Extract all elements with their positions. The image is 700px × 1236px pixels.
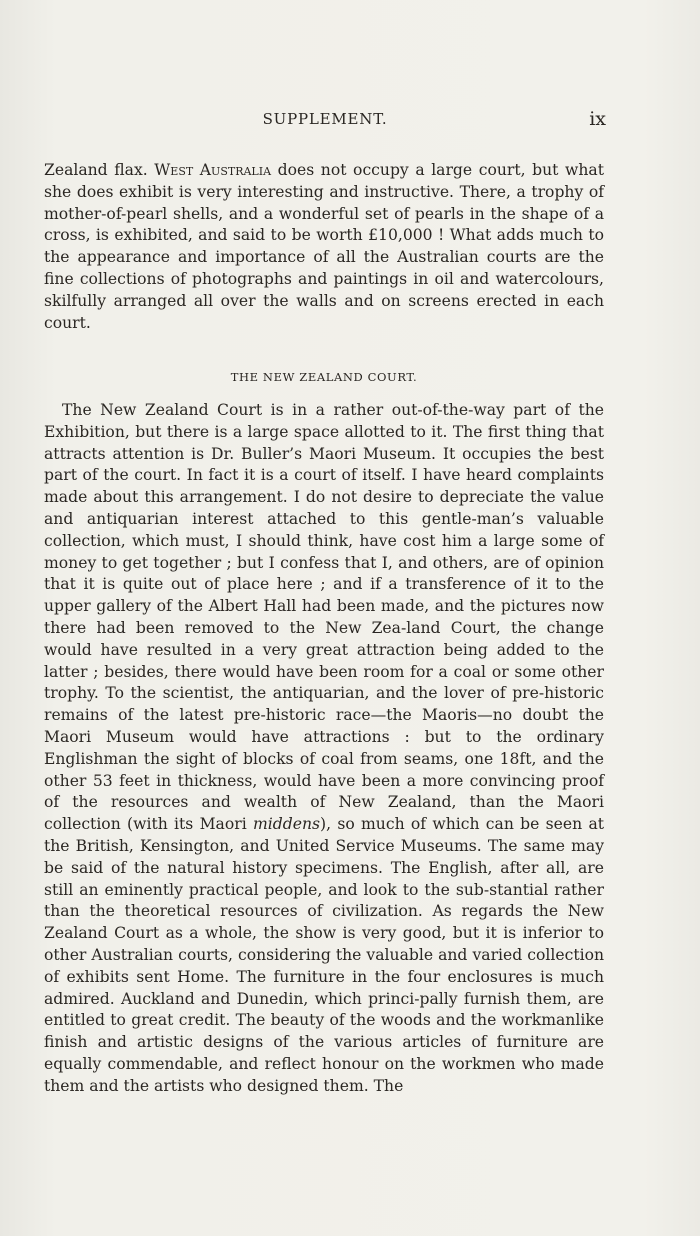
para2-italic: middens	[252, 815, 320, 834]
page-header	[44, 108, 606, 132]
para2-text-end: ), so much of which can be seen at the British, Kensington, and United Service Museums. The same may be said of the natural history specimens. The English, after all, are still an eminently practical people, and look to the sub-stantial rather than the theoretical resources of civilization. As regards the New Zealand Court as a whole, the show is very good, but it is inferior to other Australian courts, considering the valuable and varied collection of exhibits sent Home. The furniture in the four enclosures is much admired. Auckland and Dunedin, which princi-pally furnish them, are entitled to great credit. The beauty of the woods and the workmanlike finish and artistic designs of the various articles of furniture are equally commendable, and reflect honour on the workmen who made them and the artists who designed them. The	[44, 815, 605, 1095]
para1-smallcaps: West Australia	[154, 161, 272, 179]
para2-text-start: The New Zealand Court is in a rather out-of-the-way part of the Exhibition, but there is a large space allotted to it. The first thing that attracts attention is Dr. Buller’s Maori Museum. It occupies the best part of the court. In fact it is a court of itself. I have heard complaints made about this arrangement. I do not desire to depreciate the value and antiquarian interest attached to this gentle-man’s valuable collection, which must, I should think, have cost him a large some of money to get together ; but I confess that I, and others, are of opinion that it is quite out of place here ; and if a transference of it to the upper gallery of the Albert Hall had been made, and the pictures now there had been removed to the New Zea-land Court, the change would have resulted in a very great attraction being added to the latter ; besides, there would have been room for a coal or some other trophy. To the scientist, the antiquarian, and the lover of pre-historic remains of the latest pre-historic race—the Maoris—no doubt the Maori Museum would have attractions : but to the ordinary Englishman the sight of blocks of coal from seams, one 18ft, and the other 53 feet in thickness, would have been a more convincing proof of the resources and wealth of New Zealand, than the Maori collection (with its Maori	[44, 401, 604, 834]
page-number: ix	[589, 108, 606, 130]
paragraph-new-zealand-court	[44, 400, 604, 1098]
section-heading: THE NEW ZEALAND COURT.	[230, 370, 418, 384]
para1-text-end: does not occupy a large court, but what she does exhibit is very interesting and instructive. There, a trophy of mother-of-pearl shells, and a wonderful set of pearls in the shape of a cross, is exhibited, and said to be worth £10,000 ! What adds much to the appearance and importance of all the Australian courts are the fine collections of photographs and paintings in oil and watercolours, skilfully arranged all over the walls and on screens erected in each court.	[44, 161, 604, 332]
paragraph-west-australia	[44, 160, 604, 334]
para1-text-start: Zealand flax.	[44, 161, 155, 179]
running-head: SUPPLEMENT.	[262, 110, 388, 128]
